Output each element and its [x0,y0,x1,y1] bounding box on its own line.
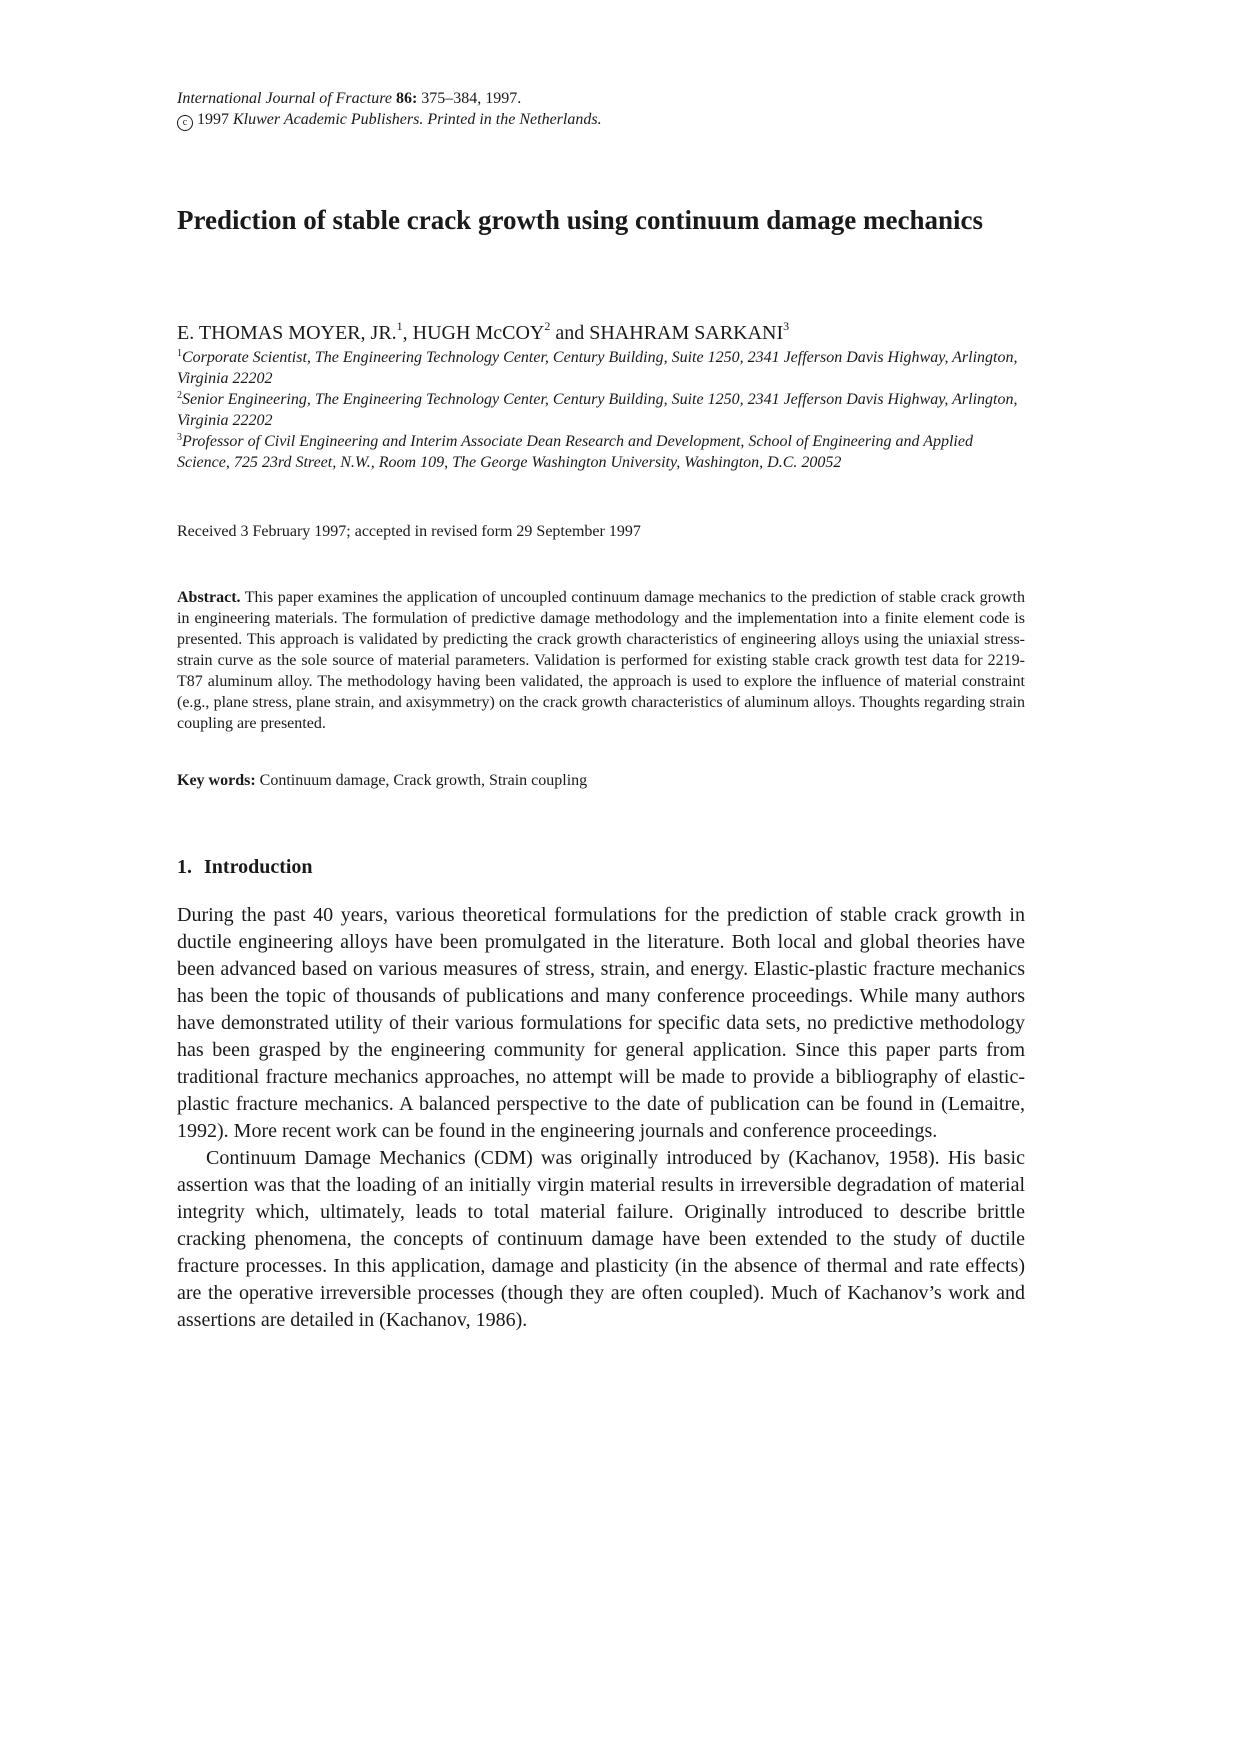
section-title: Introduction [204,856,313,878]
author-separator: , [402,322,413,344]
abstract-label: Abstract. [177,589,241,606]
affiliation-text: Senior Engineering, The Engineering Technology Center, Century Building, Suite 1250, 2341 Jefferson Davis Highway, Arlington, Virginia 22202 [177,391,1018,429]
affiliation-mark: 2 [177,390,182,401]
section-number: 1. [177,856,192,878]
author-affiliation-mark: 2 [544,319,551,333]
keywords-label: Key words: [177,772,256,789]
affiliations [177,347,1027,473]
author-name: SHAHRAM SARKANI [589,322,784,344]
publisher: Kluwer Academic Publishers. [233,111,424,128]
printed-note: Printed in the Netherlands. [427,111,602,128]
author-name: HUGH McCOY [412,322,545,344]
affiliation [177,347,1027,389]
author-affiliation-mark: 3 [783,319,790,333]
abstract-text: This paper examines the application of uncoupled continuum damage mechanics to the prediction of stable crack growth in engineering materials. The formulation of predictive damage methodology and the implementation into a finite element code is presented. This approach is validated by predicting the crack growth characteristics of engineering alloys using the uniaxial stress-strain curve as the sole source of material parameters. Validation is performed for existing stable crack growth test data for 2219-T87 aluminum alloy. The methodology having been validated, the approach is used to explore the influence of material constraint (e.g., plane stress, plane strain, and axisymmetry) on the crack growth characteristics of aluminum alloys. Thoughts regarding strain coupling are presented. [177,589,1025,732]
paper-title: Prediction of stable crack growth using continuum damage mechanics [177,205,983,235]
copyright-line [177,109,602,131]
journal-pages-year: 375–384, 1997. [421,90,522,107]
copyright-year: 1997 [197,111,229,128]
copyright-icon: c [177,115,193,131]
journal-header [177,88,602,131]
affiliation-mark: 1 [177,348,182,359]
author-affiliation-mark: 1 [396,319,403,333]
body-text [177,902,1025,1334]
section-heading [177,854,313,880]
journal-citation-line [177,88,602,109]
affiliation [177,431,1027,473]
affiliation [177,389,1027,431]
body-paragraph: Continuum Damage Mechanics (CDM) was originally introduced by (Kachanov, 1958). His basic assertion was that the loading of an initially virgin material results in irreversible degradation of material integrity which, ultimately, leads to total material failure. Originally introduced to describe brittle cracking phenomena, the concepts of continuum damage have been extended to the study of ductile fracture processes. In this application, damage and plasticity (in the absence of thermal and rate effects) are the operative irreversible processes (though they are often coupled). Much of Kachanov’s work and assertions are detailed in (Kachanov, 1986). [177,1147,1025,1331]
keywords [177,770,587,791]
author-separator: and [550,322,590,344]
affiliation-text: Professor of Civil Engineering and Interim Associate Dean Research and Development, School of Engineering and Applied Science, 725 23rd Street, N.W., Room 109, The George Washington University, Washington, D.C. 20052 [177,433,973,471]
journal-name: International Journal of Fracture [177,90,392,107]
body-paragraph: During the past 40 years, various theoretical formulations for the prediction of stable crack growth in ductile engineering alloys have been promulgated in the literature. Both local and global theories have been advanced based on various measures of stress, strain, and energy. Elastic-plastic fracture mechanics has been the topic of thousands of publications and many conference proceedings. While many authors have demonstrated utility of their various formulations for specific data sets, no predictive methodology has been grasped by the engineering community for general application. Since this paper parts from traditional fracture mechanics approaches, no attempt will be made to provide a bibliography of elastic-plastic fracture mechanics. A balanced perspective to the date of publication can be found in (Lemaitre, 1992). More recent work can be found in the engineering journals and conference proceedings. [177,904,1025,1142]
journal-volume: 86: [395,90,418,107]
affiliation-text: Corporate Scientist, The Engineering Technology Center, Century Building, Suite 1250, 2341 Jefferson Davis Highway, Arlington, Virginia 22202 [177,349,1018,387]
abstract [177,587,1025,734]
affiliation-mark: 3 [177,432,182,443]
author-name: E. THOMAS MOYER, JR. [177,322,397,344]
keywords-text: Continuum damage, Crack growth, Strain coupling [259,772,588,789]
received-dates: Received 3 February 1997; accepted in revised form 29 September 1997 [177,523,641,540]
author-list [177,320,789,346]
